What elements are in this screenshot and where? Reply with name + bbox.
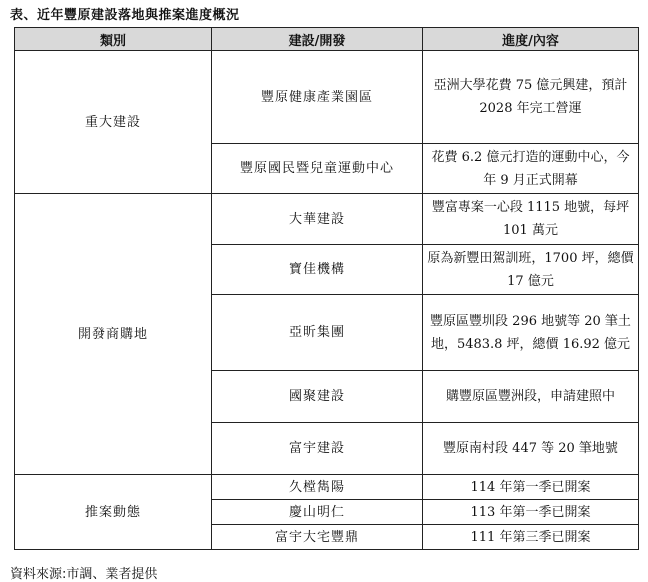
header-category: 類別 [15, 28, 212, 51]
header-row [15, 28, 639, 51]
progress-cell: 113 年第一季已開案 [423, 500, 639, 525]
progress-cell: 豐原南村段 447 等 20 筆地號 [423, 423, 639, 475]
table-caption: 表、近年豐原建設落地與推案進度概況 [10, 8, 240, 23]
table-row [15, 475, 639, 500]
category-cell: 開發商購地 [15, 194, 212, 475]
header-project: 建設/開發 [212, 28, 423, 51]
progress-cell: 花費 6.2 億元打造的運動中心，今年 9 月正式開幕 [423, 144, 639, 194]
project-cell: 寶佳機構 [212, 245, 423, 295]
project-cell: 大華建設 [212, 194, 423, 245]
header-progress: 進度/內容 [423, 28, 639, 51]
project-cell: 慶山明仁 [212, 500, 423, 525]
progress-cell: 豐原區豐圳段 296 地號等 20 筆土地，5483.8 坪，總價 16.92 億元 [423, 295, 639, 371]
project-cell: 國聚建設 [212, 371, 423, 423]
progress-cell: 111 年第三季已開案 [423, 525, 639, 550]
progress-cell: 購豐原區豐洲段，申請建照中 [423, 371, 639, 423]
progress-cell: 原為新豐田駕訓班，1700 坪，總價 17 億元 [423, 245, 639, 295]
category-cell: 推案動態 [15, 475, 212, 550]
progress-cell: 114 年第一季已開案 [423, 475, 639, 500]
project-cell: 富宇大宅豐鼎 [212, 525, 423, 550]
development-table [14, 27, 639, 550]
table-row [15, 194, 639, 245]
project-cell: 豐原國民暨兒童運動中心 [212, 144, 423, 194]
project-cell: 亞昕集團 [212, 295, 423, 371]
category-cell: 重大建設 [15, 51, 212, 194]
project-cell: 富宇建設 [212, 423, 423, 475]
table-row [15, 51, 639, 144]
progress-cell: 豐富專案一心段 1115 地號，每坪 101 萬元 [423, 194, 639, 245]
source-note: 資料來源:市調、業者提供 [10, 567, 158, 582]
progress-cell: 亞洲大學花費 75 億元興建，預計 2028 年完工營運 [423, 51, 639, 144]
project-cell: 久樘雋陽 [212, 475, 423, 500]
project-cell: 豐原健康產業園區 [212, 51, 423, 144]
